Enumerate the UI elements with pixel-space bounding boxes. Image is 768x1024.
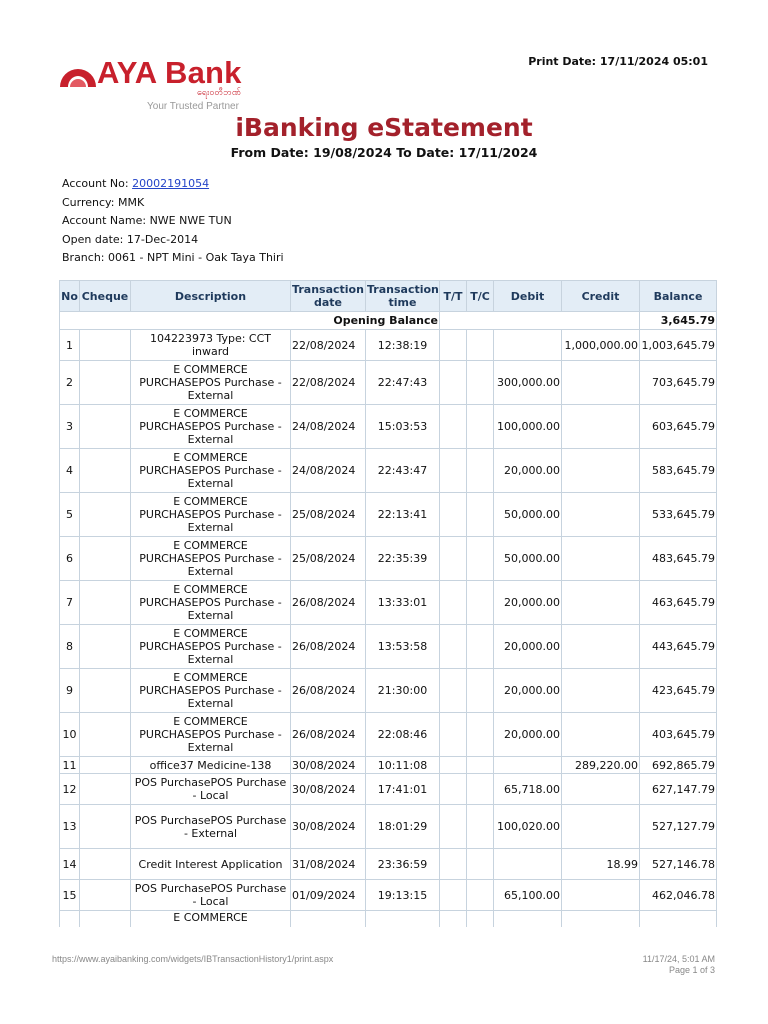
row-debit — [494, 911, 562, 927]
row-date: 30/08/2024 — [291, 805, 366, 849]
row-cheque — [80, 361, 131, 405]
row-description: E COMMERCE PURCHASEPOS Purchase - External — [131, 537, 291, 581]
account-name-line: Account Name: NWE NWE TUN — [62, 214, 232, 228]
row-time: 22:13:41 — [366, 493, 440, 537]
row-time: 13:53:58 — [366, 625, 440, 669]
row-credit — [562, 405, 640, 449]
row-tc — [467, 757, 494, 774]
row-tc — [467, 669, 494, 713]
row-tt — [440, 361, 467, 405]
row-date: 26/08/2024 — [291, 713, 366, 757]
row-no: 15 — [60, 880, 80, 911]
opening-balance-row — [60, 312, 717, 330]
row-no: 1 — [60, 330, 80, 361]
row-balance: 483,645.79 — [640, 537, 717, 581]
col-header-credit: Credit — [562, 281, 640, 312]
table-row — [60, 625, 717, 669]
row-time: 23:36:59 — [366, 849, 440, 880]
row-time: 22:35:39 — [366, 537, 440, 581]
row-cheque — [80, 581, 131, 625]
row-credit — [562, 361, 640, 405]
row-time — [366, 911, 440, 927]
row-debit: 20,000.00 — [494, 581, 562, 625]
row-tt — [440, 880, 467, 911]
row-no — [60, 911, 80, 927]
row-balance — [640, 911, 717, 927]
row-balance: 463,645.79 — [640, 581, 717, 625]
row-no: 5 — [60, 493, 80, 537]
row-cheque — [80, 805, 131, 849]
row-cheque — [80, 774, 131, 805]
row-tt — [440, 669, 467, 713]
row-no: 10 — [60, 713, 80, 757]
row-tt — [440, 911, 467, 927]
row-debit: 300,000.00 — [494, 361, 562, 405]
row-credit — [562, 625, 640, 669]
row-cheque — [80, 713, 131, 757]
row-tc — [467, 405, 494, 449]
row-balance: 627,147.79 — [640, 774, 717, 805]
row-cheque — [80, 849, 131, 880]
row-no: 12 — [60, 774, 80, 805]
row-tc — [467, 361, 494, 405]
row-tt — [440, 493, 467, 537]
row-description: E COMMERCE PURCHASEPOS Purchase - External — [131, 405, 291, 449]
col-header-cheque: Cheque — [80, 281, 131, 312]
row-time: 22:47:43 — [366, 361, 440, 405]
row-cheque — [80, 625, 131, 669]
col-header-tc: T/C — [467, 281, 494, 312]
row-time: 13:33:01 — [366, 581, 440, 625]
table-row — [60, 537, 717, 581]
row-cheque — [80, 493, 131, 537]
col-header-description: Description — [131, 281, 291, 312]
table-row — [60, 911, 717, 927]
row-tc — [467, 537, 494, 581]
row-time: 19:13:15 — [366, 880, 440, 911]
row-date: 24/08/2024 — [291, 405, 366, 449]
row-tc — [467, 713, 494, 757]
row-description: Credit Interest Application — [131, 849, 291, 880]
row-no: 14 — [60, 849, 80, 880]
row-cheque — [80, 880, 131, 911]
col-header-transaction-time: Transaction time — [366, 281, 440, 312]
row-description: E COMMERCE PURCHASEPOS Purchase - External — [131, 361, 291, 405]
row-debit: 20,000.00 — [494, 625, 562, 669]
row-balance: 603,645.79 — [640, 405, 717, 449]
row-balance: 533,645.79 — [640, 493, 717, 537]
row-debit: 20,000.00 — [494, 449, 562, 493]
row-time: 12:38:19 — [366, 330, 440, 361]
row-tt — [440, 330, 467, 361]
row-date: 24/08/2024 — [291, 449, 366, 493]
row-credit — [562, 774, 640, 805]
row-tc — [467, 330, 494, 361]
row-tt — [440, 774, 467, 805]
row-no: 6 — [60, 537, 80, 581]
table-row — [60, 880, 717, 911]
table-row — [60, 713, 717, 757]
row-balance: 403,645.79 — [640, 713, 717, 757]
row-balance: 583,645.79 — [640, 449, 717, 493]
row-description: E COMMERCE PURCHASEPOS Purchase - External — [131, 625, 291, 669]
row-cheque — [80, 911, 131, 927]
table-row — [60, 669, 717, 713]
row-date — [291, 911, 366, 927]
col-header-transaction-date: Transaction date — [291, 281, 366, 312]
col-header-balance: Balance — [640, 281, 717, 312]
row-cheque — [80, 537, 131, 581]
row-credit: 289,220.00 — [562, 757, 640, 774]
row-cheque — [80, 405, 131, 449]
account-no-label: Account No: — [62, 177, 133, 190]
row-balance: 423,645.79 — [640, 669, 717, 713]
row-tc — [467, 849, 494, 880]
table-row — [60, 405, 717, 449]
row-tt — [440, 713, 467, 757]
row-no: 3 — [60, 405, 80, 449]
col-header-tt: T/T — [440, 281, 467, 312]
opening-balance-value: 3,645.79 — [640, 312, 717, 330]
statement-title: iBanking eStatement — [235, 113, 533, 142]
row-cheque — [80, 330, 131, 361]
row-tt — [440, 449, 467, 493]
row-no: 4 — [60, 449, 80, 493]
row-tc — [467, 581, 494, 625]
row-credit — [562, 669, 640, 713]
row-date: 22/08/2024 — [291, 330, 366, 361]
row-date: 31/08/2024 — [291, 849, 366, 880]
table-row — [60, 849, 717, 880]
account-no-line — [62, 175, 284, 194]
row-description: POS PurchasePOS Purchase - External — [131, 805, 291, 849]
row-no: 2 — [60, 361, 80, 405]
row-credit — [562, 581, 640, 625]
row-description: E COMMERCE — [131, 911, 291, 927]
row-tt — [440, 849, 467, 880]
branch-line: Branch: 0061 - NPT Mini - Oak Taya Thiri — [62, 251, 284, 265]
row-debit: 65,718.00 — [494, 774, 562, 805]
row-time: 22:08:46 — [366, 713, 440, 757]
row-debit: 50,000.00 — [494, 493, 562, 537]
row-debit — [494, 849, 562, 880]
row-debit — [494, 330, 562, 361]
row-no: 13 — [60, 805, 80, 849]
print-date: Print Date: 17/11/2024 05:01 — [528, 55, 708, 68]
row-credit — [562, 880, 640, 911]
table-row — [60, 449, 717, 493]
table-row — [60, 757, 717, 774]
row-balance: 527,146.78 — [640, 849, 717, 880]
row-credit — [562, 493, 640, 537]
table-row — [60, 805, 717, 849]
aya-bank-emblem-icon — [57, 57, 99, 93]
row-description: E COMMERCE PURCHASEPOS Purchase - External — [131, 669, 291, 713]
table-row — [60, 493, 717, 537]
row-date: 01/09/2024 — [291, 880, 366, 911]
row-debit: 100,000.00 — [494, 405, 562, 449]
row-credit: 1,000,000.00 — [562, 330, 640, 361]
row-credit — [562, 911, 640, 927]
row-tt — [440, 625, 467, 669]
col-header-no: No — [60, 281, 80, 312]
row-description: POS PurchasePOS Purchase - Local — [131, 880, 291, 911]
row-no: 11 — [60, 757, 80, 774]
row-tc — [467, 449, 494, 493]
row-description: E COMMERCE PURCHASEPOS Purchase - External — [131, 581, 291, 625]
table-row — [60, 361, 717, 405]
row-date: 26/08/2024 — [291, 581, 366, 625]
bank-name: AYA Bank — [97, 55, 242, 90]
date-range: From Date: 19/08/2024 To Date: 17/11/2024 — [230, 145, 538, 160]
account-info — [62, 175, 284, 268]
open-date-line: Open date: 17-Dec-2014 — [62, 232, 199, 246]
row-tt — [440, 757, 467, 774]
row-credit: 18.99 — [562, 849, 640, 880]
footer-url: https://www.ayaibanking.com/widgets/IBTransactionHistory1/print.aspx — [52, 954, 334, 964]
row-description: office37 Medicine-138 — [131, 757, 291, 774]
transaction-table — [59, 280, 717, 927]
row-description: E COMMERCE PURCHASEPOS Purchase - External — [131, 493, 291, 537]
row-tt — [440, 805, 467, 849]
row-description: E COMMERCE PURCHASEPOS Purchase - External — [131, 449, 291, 493]
row-balance: 462,046.78 — [640, 880, 717, 911]
row-credit — [562, 805, 640, 849]
table-row — [60, 330, 717, 361]
col-header-debit: Debit — [494, 281, 562, 312]
row-tc — [467, 805, 494, 849]
aya-bank-logo — [57, 55, 257, 117]
row-time: 15:03:53 — [366, 405, 440, 449]
row-debit: 20,000.00 — [494, 669, 562, 713]
row-debit: 50,000.00 — [494, 537, 562, 581]
row-tc — [467, 880, 494, 911]
account-no-link[interactable]: 20002191054 — [132, 177, 210, 190]
row-credit — [562, 713, 640, 757]
row-time: 10:11:08 — [366, 757, 440, 774]
row-description: POS PurchasePOS Purchase - Local — [131, 774, 291, 805]
row-credit — [562, 449, 640, 493]
row-date: 25/08/2024 — [291, 493, 366, 537]
row-tt — [440, 537, 467, 581]
row-time: 22:43:47 — [366, 449, 440, 493]
bank-name-myanmar: ရေးဝတီဘဏ် — [197, 88, 241, 98]
table-row — [60, 581, 717, 625]
row-cheque — [80, 757, 131, 774]
row-date: 22/08/2024 — [291, 361, 366, 405]
row-description: E COMMERCE PURCHASEPOS Purchase - External — [131, 713, 291, 757]
row-tt — [440, 581, 467, 625]
row-balance: 443,645.79 — [640, 625, 717, 669]
row-cheque — [80, 669, 131, 713]
row-tc — [467, 911, 494, 927]
table-header-row — [60, 281, 717, 312]
row-tc — [467, 774, 494, 805]
row-date: 26/08/2024 — [291, 625, 366, 669]
currency-line: Currency: MMK — [62, 195, 145, 209]
row-credit — [562, 537, 640, 581]
footer-timestamp: 11/17/24, 5:01 AM — [642, 954, 715, 964]
row-time: 21:30:00 — [366, 669, 440, 713]
bank-tagline: Your Trusted Partner — [147, 101, 239, 112]
row-balance: 703,645.79 — [640, 361, 717, 405]
row-description: 104223973 Type: CCT inward — [131, 330, 291, 361]
row-no: 8 — [60, 625, 80, 669]
row-tt — [440, 405, 467, 449]
row-debit: 100,020.00 — [494, 805, 562, 849]
row-tc — [467, 625, 494, 669]
row-time: 17:41:01 — [366, 774, 440, 805]
row-no: 7 — [60, 581, 80, 625]
row-date: 25/08/2024 — [291, 537, 366, 581]
row-tc — [467, 493, 494, 537]
row-date: 30/08/2024 — [291, 774, 366, 805]
footer-page-number: Page 1 of 3 — [668, 965, 715, 975]
table-row — [60, 774, 717, 805]
row-balance: 1,003,645.79 — [640, 330, 717, 361]
row-balance: 527,127.79 — [640, 805, 717, 849]
row-cheque — [80, 449, 131, 493]
row-debit: 20,000.00 — [494, 713, 562, 757]
row-date: 30/08/2024 — [291, 757, 366, 774]
opening-balance-label: Opening Balance — [60, 312, 440, 330]
row-date: 26/08/2024 — [291, 669, 366, 713]
row-no: 9 — [60, 669, 80, 713]
row-debit — [494, 757, 562, 774]
footer-info — [643, 954, 715, 976]
row-balance: 692,865.79 — [640, 757, 717, 774]
row-time: 18:01:29 — [366, 805, 440, 849]
row-debit: 65,100.00 — [494, 880, 562, 911]
